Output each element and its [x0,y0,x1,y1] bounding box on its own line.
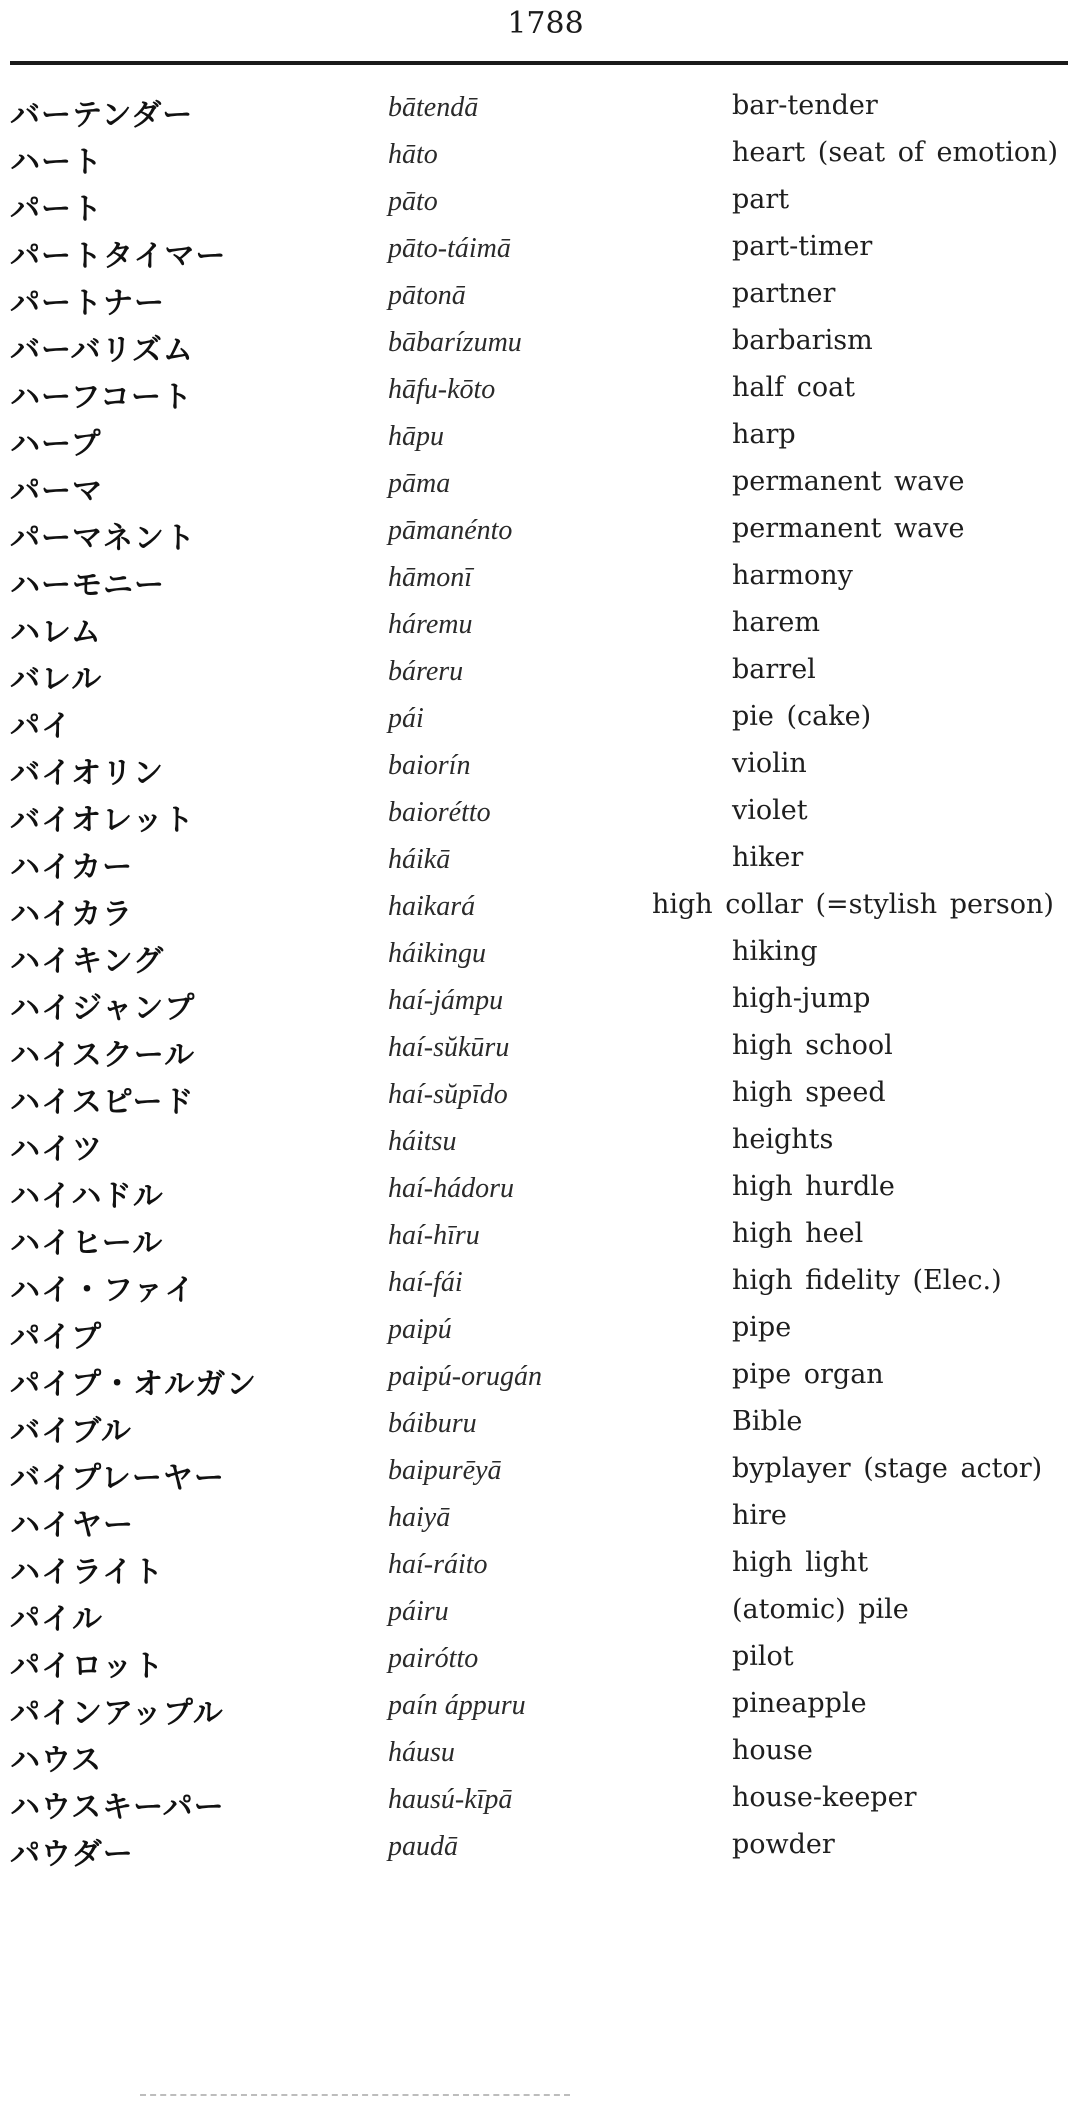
dictionary-entry [0,1733,1091,1780]
entry-katakana: ハイスピード [10,1085,195,1120]
entry-english: hire [732,1500,787,1531]
dictionary-entry [0,323,1091,370]
entry-katakana: ハイカラ [10,897,134,932]
entry-katakana: バレル [10,662,103,697]
dictionary-entry [0,1545,1091,1592]
entry-katakana: パインアップル [10,1696,224,1731]
entry-romanization: bābarízumu [388,327,522,358]
entry-romanization: hausú-kīpā [388,1784,513,1815]
dictionary-entry [0,370,1091,417]
entry-romanization: pái [388,703,424,734]
entry-english: high hurdle [732,1171,895,1202]
entry-katakana: ハート [10,145,103,180]
dictionary-entry [0,229,1091,276]
dictionary-entry [0,1028,1091,1075]
entry-katakana: ハーモニー [10,568,165,603]
entry-romanization: hāto [388,139,438,170]
entry-english: high speed [732,1077,886,1108]
dictionary-entry [0,1357,1091,1404]
dictionary-entry [0,558,1091,605]
entry-english: bar-tender [732,90,878,121]
entry-katakana: バーバリズム [10,333,194,368]
entry-katakana: バイオリン [10,756,165,791]
entry-english: heights [732,1124,834,1155]
dictionary-entry [0,88,1091,135]
entry-english: harmony [732,560,853,591]
entry-romanization: bātendā [388,92,479,123]
entry-romanization: pairótto [388,1643,479,1674]
entry-romanization: paipú [388,1314,452,1345]
dictionary-entry-list [0,88,1091,1874]
entry-romanization: haí-hádoru [388,1173,514,1204]
entry-katakana: パーマ [10,474,103,509]
entry-romanization: pāma [388,468,451,499]
entry-romanization: paipú-orugán [388,1361,542,1392]
entry-english: powder [732,1829,835,1860]
entry-romanization: háitsu [388,1126,457,1157]
entry-english: high fidelity (Elec.) [732,1265,1002,1296]
entry-english: pipe [732,1312,792,1343]
entry-katakana: パイル [10,1602,103,1637]
entry-english: hiking [732,936,818,967]
entry-romanization: haí-sŭkūru [388,1032,510,1063]
entry-english: part [732,184,790,215]
entry-katakana: ハーフコート [10,380,193,415]
entry-katakana: ハイキング [10,944,165,979]
entry-english: harp [732,419,796,450]
entry-romanization: pāto-táimā [388,233,511,264]
dictionary-entry [0,1216,1091,1263]
dictionary-entry [0,699,1091,746]
entry-english: high heel [732,1218,864,1249]
entry-katakana: ハウスキーパー [10,1790,225,1825]
dictionary-entry [0,1169,1091,1216]
entry-katakana: パウダー [10,1837,134,1872]
dictionary-entry [0,1686,1091,1733]
entry-katakana: ハイカー [10,850,134,885]
dictionary-entry [0,887,1091,934]
entry-english: house [732,1735,813,1766]
dictionary-entry [0,1122,1091,1169]
entry-katakana: パート [10,192,103,227]
entry-katakana: ハイヤー [10,1508,134,1543]
entry-katakana: パートナー [10,286,165,321]
entry-romanization: hāmonī [388,562,472,593]
entry-english: permanent wave [732,513,965,544]
entry-katakana: ハープ [10,427,102,462]
dictionary-entry [0,1639,1091,1686]
entry-romanization: pātonā [388,280,466,311]
page-number: 1788 [507,6,584,41]
dictionary-entry [0,276,1091,323]
entry-romanization: páiru [388,1596,449,1627]
dictionary-entry [0,1075,1091,1122]
entry-romanization: hāpu [388,421,444,452]
entry-english: high-jump [732,983,871,1014]
entry-romanization: baipurēyā [388,1455,502,1486]
entry-katakana: ハイライト [10,1555,165,1590]
dictionary-entry [0,981,1091,1028]
dictionary-entry [0,605,1091,652]
entry-katakana: ハレム [10,615,102,650]
dictionary-entry [0,934,1091,981]
dictionary-entry [0,1310,1091,1357]
dictionary-entry [0,417,1091,464]
entry-romanization: baiorín [388,750,471,781]
entry-english: Bible [732,1406,803,1437]
footer-rule [140,2094,570,2096]
entry-katakana: ハイツ [10,1132,103,1167]
entry-romanization: háikingu [388,938,486,969]
entry-english: hiker [732,842,804,873]
entry-english: house-keeper [732,1782,917,1813]
dictionary-entry [0,1451,1091,1498]
dictionary-entry [0,1498,1091,1545]
entry-romanization: báiburu [388,1408,477,1439]
entry-katakana: ハイスクール [10,1038,196,1073]
dictionary-entry [0,511,1091,558]
entry-katakana: ハイハドル [10,1179,164,1214]
dictionary-entry [0,135,1091,182]
entry-english: high collar (=stylish person) [652,889,1054,920]
entry-romanization: paudā [388,1831,458,1862]
dictionary-entry [0,793,1091,840]
entry-romanization: hāfu-kōto [388,374,496,405]
entry-english: heart (seat of emotion) [732,137,1059,168]
entry-romanization: haí-fái [388,1267,463,1298]
dictionary-entry [0,1827,1091,1874]
entry-romanization: háremu [388,609,473,640]
entry-romanization: baiorétto [388,797,491,828]
entry-katakana: パイプ [10,1320,103,1355]
entry-romanization: háusu [388,1737,455,1768]
entry-katakana: バーテンダー [10,98,194,133]
entry-english: partner [732,278,836,309]
entry-romanization: haiyā [388,1502,451,1533]
entry-english: high light [732,1547,869,1578]
entry-katakana: ハウス [10,1743,103,1778]
entry-katakana: ハイ・ファイ [10,1273,196,1308]
dictionary-entry [0,1592,1091,1639]
entry-katakana: パイプ・オルガン [10,1367,258,1402]
entry-english: violet [732,795,808,826]
dictionary-entry [0,1404,1091,1451]
entry-english: half coat [732,372,856,403]
entry-romanization: haí-jámpu [388,985,504,1016]
entry-katakana: ハイヒール [10,1226,164,1261]
entry-english: permanent wave [732,466,965,497]
entry-katakana: バイプレーヤー [10,1461,225,1496]
entry-katakana: ハイジャンプ [10,991,196,1026]
entry-english: byplayer (stage actor) [732,1453,1043,1484]
entry-katakana: パイロット [10,1649,165,1684]
entry-english: pineapple [732,1688,867,1719]
entry-romanization: haí-sŭpīdo [388,1079,508,1110]
entry-english: pie (cake) [732,701,872,732]
entry-english: pipe organ [732,1359,884,1390]
entry-romanization: báreru [388,656,464,687]
entry-romanization: paín áppuru [388,1690,526,1721]
dictionary-entry [0,464,1091,511]
dictionary-entry [0,746,1091,793]
header-rule [10,61,1068,65]
dictionary-entry [0,840,1091,887]
entry-english: (atomic) pile [732,1594,909,1625]
entry-romanization: pāto [388,186,438,217]
entry-english: harem [732,607,820,638]
entry-romanization: haí-ráito [388,1549,488,1580]
entry-english: barbarism [732,325,873,356]
entry-katakana: パーマネント [10,521,196,556]
dictionary-entry [0,182,1091,229]
entry-romanization: haikará [388,891,476,922]
entry-english: barrel [732,654,816,685]
entry-katakana: バイオレット [10,803,195,838]
entry-katakana: バイブル [10,1414,132,1449]
entry-english: part-timer [732,231,873,262]
entry-katakana: パートタイマー [10,239,227,274]
entry-english: high school [732,1030,893,1061]
dictionary-entry [0,652,1091,699]
dictionary-entry [0,1263,1091,1310]
entry-romanization: pāmanénto [388,515,513,546]
entry-romanization: háikā [388,844,451,875]
entry-english: violin [732,748,807,779]
dictionary-entry [0,1780,1091,1827]
entry-english: pilot [732,1641,794,1672]
entry-romanization: haí-hīru [388,1220,480,1251]
entry-katakana: パイ [10,709,72,744]
